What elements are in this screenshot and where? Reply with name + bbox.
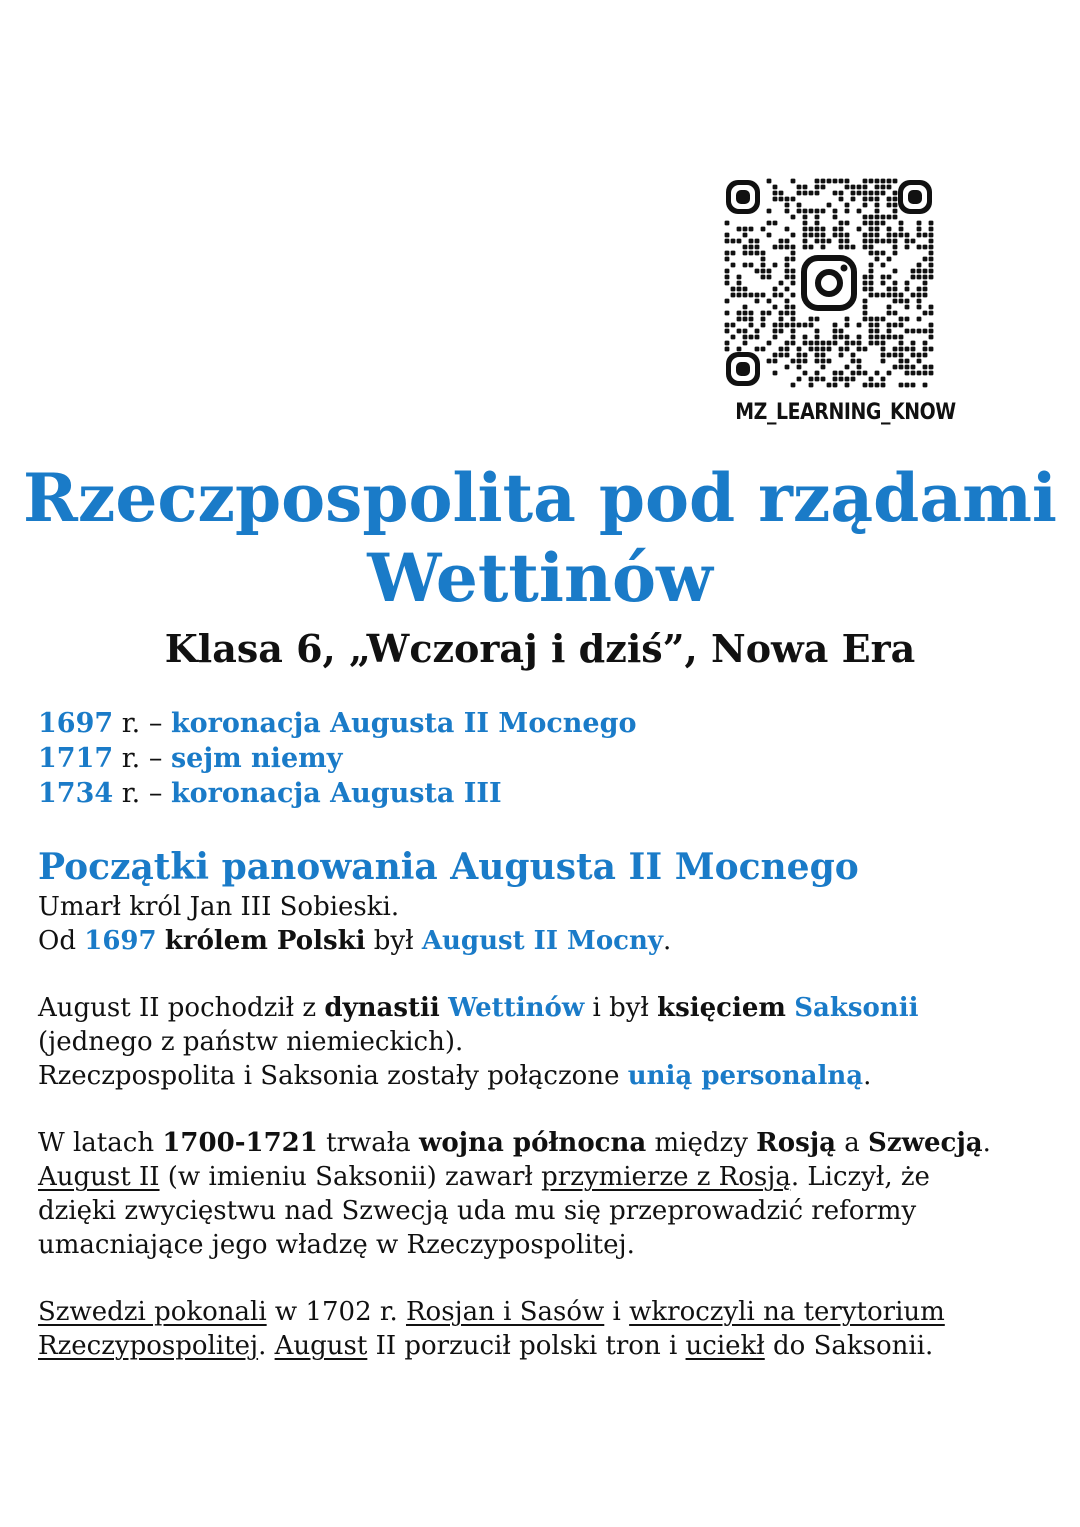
text-run: Szwedzi pokonali	[38, 1297, 267, 1327]
text-run: do Saksonii.	[764, 1331, 934, 1361]
section-heading: Początki panowania Augusta II Mocnego	[38, 846, 859, 888]
text-run: .	[863, 1061, 872, 1091]
text-line	[38, 924, 1058, 958]
text-run: August II pochodził z	[38, 993, 325, 1023]
qr-code-block	[720, 178, 956, 425]
section-beginnings	[38, 844, 1058, 1396]
text-line	[38, 1059, 1058, 1093]
text-line: umacniające jego władzę w Rzeczypospolitej.	[38, 1230, 635, 1260]
text-run: Saksonii	[794, 993, 919, 1023]
text-run: .	[663, 926, 672, 956]
text-run: August II Mocny	[421, 926, 664, 956]
date-separator: r. –	[113, 708, 171, 739]
text-run	[157, 926, 165, 956]
date-year: 1717	[38, 743, 114, 774]
key-date-item	[38, 776, 636, 811]
text-run: księciem	[657, 993, 786, 1023]
key-date-item	[38, 706, 636, 741]
paragraph-2	[38, 991, 1058, 1093]
text-run: wojna północna	[418, 1128, 647, 1158]
text-run: królem Polski	[164, 926, 366, 956]
text-run: uciekł	[685, 1331, 765, 1361]
text-run: Rosją	[756, 1128, 837, 1158]
text-line	[38, 1329, 1058, 1363]
key-dates-list	[38, 706, 636, 811]
page-subtitle: Klasa 6, „Wczoraj i dziś”, Nowa Era	[164, 626, 916, 671]
text-run: a	[836, 1128, 869, 1158]
text-line	[38, 1160, 1058, 1194]
paragraph-1	[38, 890, 1058, 958]
text-run: Rosjan i Sasów	[405, 1297, 605, 1327]
title-block	[0, 458, 1080, 674]
text-line: dzięki zwycięstwu nad Szwecją uda mu się przeprowadzić reformy	[38, 1196, 917, 1226]
text-run: był	[365, 926, 422, 956]
text-run: (w imieniu Saksonii) zawarł	[159, 1162, 542, 1192]
text-run: August II	[38, 1162, 160, 1192]
qr-code[interactable]	[724, 178, 934, 388]
date-event: koronacja Augusta II Mocnego	[170, 708, 637, 739]
paragraph-3	[38, 1126, 1058, 1262]
date-year: 1697	[38, 708, 114, 739]
text-line	[38, 991, 1058, 1025]
text-line: (jednego z państw niemieckich).	[38, 1027, 464, 1057]
text-run: i był	[584, 993, 658, 1023]
text-run: trwała	[317, 1128, 419, 1158]
instagram-icon	[798, 252, 860, 314]
text-run: Szwecją	[868, 1128, 983, 1158]
text-run: .	[258, 1331, 275, 1361]
text-run	[440, 993, 448, 1023]
key-date-item	[38, 741, 636, 776]
qr-username-label: MZ_LEARNING_KNOW	[735, 400, 956, 425]
qr-finder-top-left	[726, 180, 760, 214]
text-line	[38, 1126, 1058, 1160]
text-run: dynastii	[324, 993, 440, 1023]
text-run: August	[274, 1331, 368, 1361]
text-run	[786, 993, 794, 1023]
qr-finder-bottom-left	[726, 352, 760, 386]
text-run: przymierze z Rosją	[541, 1162, 791, 1192]
text-run: Od	[38, 926, 85, 956]
text-run: II porzucił polski tron i	[367, 1331, 686, 1361]
text-run: Rzeczypospolitej	[38, 1331, 259, 1361]
date-separator: r. –	[113, 778, 171, 809]
text-run: unią personalną	[627, 1061, 864, 1091]
date-year: 1734	[38, 778, 114, 809]
text-run: i	[604, 1297, 630, 1327]
qr-finder-top-right	[898, 180, 932, 214]
text-run: Wettinów	[448, 993, 585, 1023]
text-line	[38, 1295, 1058, 1329]
text-line: Umarł król Jan III Sobieski.	[38, 892, 400, 922]
text-run: 1700-1721	[162, 1128, 318, 1158]
text-run: Rzeczpospolita i Saksonia zostały połączone	[38, 1061, 628, 1091]
text-run: między	[646, 1128, 757, 1158]
text-run: . Liczył, że	[790, 1162, 930, 1192]
text-run: w 1702 r.	[266, 1297, 406, 1327]
date-event: koronacja Augusta III	[170, 778, 502, 809]
text-run: wkroczyli na terytorium	[629, 1297, 945, 1327]
page-title: Rzeczpospolita pod rządami Wettinów	[23, 459, 1057, 617]
paragraph-4	[38, 1295, 1058, 1363]
text-run: 1697	[84, 926, 157, 956]
date-event: sejm niemy	[170, 743, 343, 774]
text-run: .	[982, 1128, 991, 1158]
text-run: W latach	[38, 1128, 163, 1158]
date-separator: r. –	[113, 743, 171, 774]
